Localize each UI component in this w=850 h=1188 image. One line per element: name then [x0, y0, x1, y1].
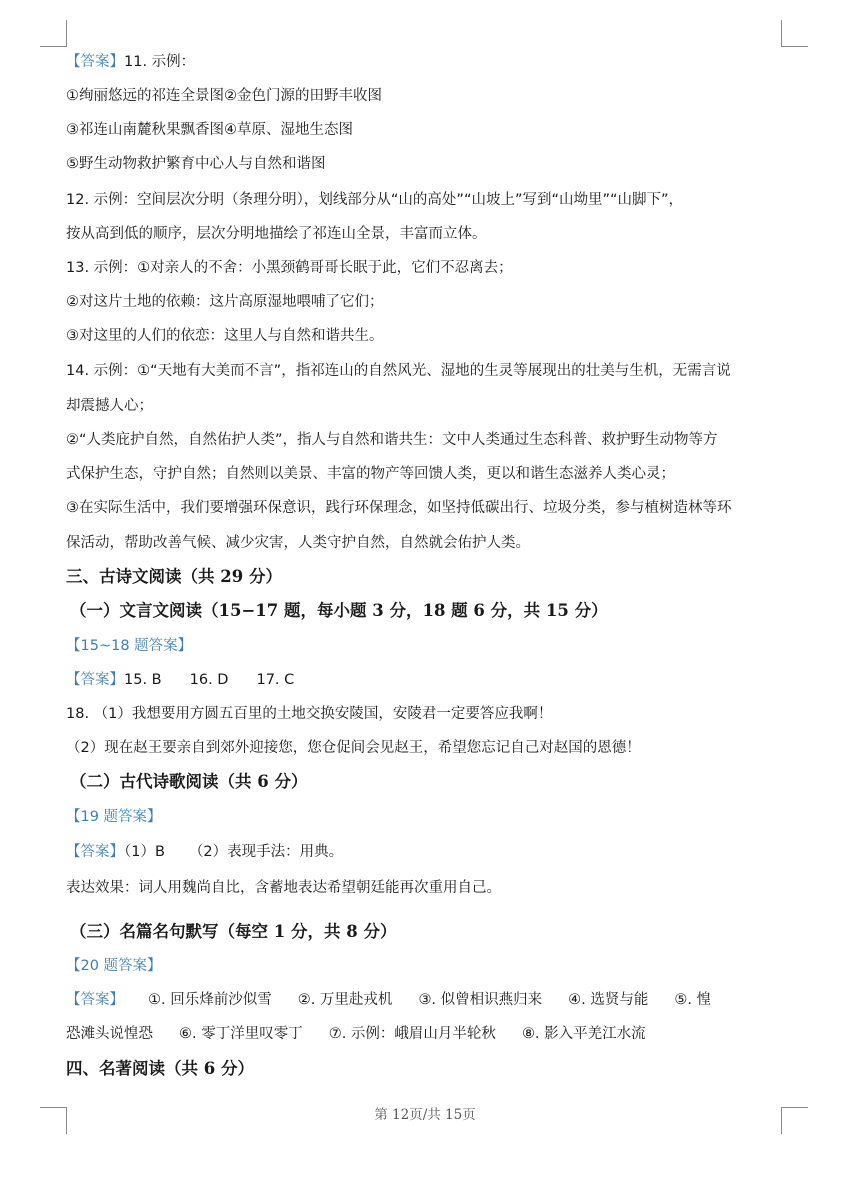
answer-tag: 【20 题答案】	[66, 958, 162, 974]
answer-line-20-cont	[66, 1024, 646, 1044]
answer-item: 15. B	[124, 672, 162, 688]
text-line: 18. （1）我想要用方圆五百里的土地交换安陵国，安陵君一定要答应我啊！	[66, 706, 553, 722]
answer-tag: 【答案】	[66, 992, 124, 1008]
answer-tag: 【答案】	[66, 672, 124, 688]
answer-item: ⑤. 惶	[674, 992, 712, 1008]
answer-tag: 【答案】	[66, 844, 124, 860]
text-line: 却震撼人心；	[66, 398, 153, 414]
text-line: 保活动，帮助改善气候、减少灾害，人类守护自然，自然就会佑护人类。	[66, 535, 530, 551]
answer-line-19	[66, 842, 343, 862]
answer-tag: 【19 题答案】	[66, 809, 162, 825]
section-heading: 三、古诗文阅读（共 29 分）	[66, 567, 282, 586]
text-line: ①绚丽悠远的祁连全景图②金色门源的田野丰收图	[66, 88, 382, 104]
text-line: 表达效果：词人用魏尚自比，含蓄地表达希望朝廷能再次重用自己。	[66, 880, 501, 896]
corner-mark-top-left	[40, 20, 67, 47]
answer-item: ④. 选贤与能	[568, 992, 649, 1008]
answer-item: 16. D	[189, 672, 229, 688]
answer-item: ⑥. 零丁洋里叹零丁	[179, 1026, 303, 1042]
subsection-heading: （一）文言文阅读（15−17 题，每小题 3 分，18 题 6 分，共 15 分）	[70, 601, 608, 620]
text-line: 14. 示例：①“天地有大美而不言”，指祁连山的自然风光、湿地的生灵等展现出的壮美与生机，无需言说	[66, 363, 731, 379]
answer-line-15-17	[66, 670, 294, 690]
answer-item: ②. 万里赴戎机	[297, 992, 393, 1008]
answer-tag: 【15~18 题答案】	[66, 638, 193, 654]
text-line: ③在实际生活中，我们要增强环保意识，践行环保理念，如坚持低碳出行、垃圾分类，参与植树造林等环	[66, 500, 732, 516]
text-line: 13. 示例：①对亲人的不舍：小黑颈鹤哥哥长眠于此，它们不忍离去；	[66, 260, 513, 276]
text-line: 按从高到低的顺序，层次分明地描绘了祁连山全景，丰富而立体。	[66, 226, 487, 242]
answer-line-11	[66, 52, 195, 72]
corner-mark-top-right	[781, 20, 808, 47]
section-heading: 四、名著阅读（共 6 分）	[66, 1059, 254, 1078]
answer-item: ⑧. 影入平羌江水流	[521, 1026, 646, 1042]
answer-item: （2）表现手法：用典。	[188, 844, 344, 860]
answer-item: 17. C	[256, 672, 295, 688]
text-line: ⑤野生动物救护繁育中心人与自然和谐图	[66, 156, 326, 172]
text-line: （2）现在赵王要亲自到郊外迎接您，您仓促间会见赵王，希望您忘记自己对赵国的恩德！	[66, 740, 641, 756]
subsection-heading: （三）名篇名句默写（每空 1 分，共 8 分）	[70, 922, 397, 941]
text-line: 12. 示例：空间层次分明（条理分明），划线部分从“山的高处”“山坡上”写到“山坳里”“山脚下”，	[66, 192, 684, 208]
answer-item: ①. 回乐烽前沙似雪	[148, 992, 272, 1008]
answer-item: ⑦. 示例：峨眉山月半轮秋	[328, 1026, 496, 1042]
answer-item: ③. 似曾相识燕归来	[418, 992, 543, 1008]
subsection-heading: （二）古代诗歌阅读（共 6 分）	[70, 772, 308, 791]
text-line: 式保护生态，守护自然；自然则以美景、丰富的物产等回馈人类，更以和谐生态滋养人类心灵；	[66, 466, 675, 482]
answer-item: 恐滩头说惶恐	[66, 1026, 153, 1042]
answer-line-20	[66, 990, 711, 1010]
page-number: 第 12页/共 15页	[374, 1107, 476, 1123]
answer-text: 11. 示例：	[124, 54, 196, 70]
text-line: ③对这里的人们的依恋：这里人与自然和谐共生。	[66, 328, 384, 344]
answer-tag: 【答案】	[66, 54, 124, 70]
answer-item: （1）B	[124, 844, 165, 860]
text-line: ③祁连山南麓秋果飘香图④草原、湿地生态图	[66, 122, 353, 138]
text-line: ②“人类庇护自然，自然佑护人类”，指人与自然和谐共生：文中人类通过生态科普、救护野生动物等方	[66, 432, 718, 448]
text-line: ②对这片土地的依赖：这片高原湿地喂哺了它们；	[66, 294, 384, 310]
